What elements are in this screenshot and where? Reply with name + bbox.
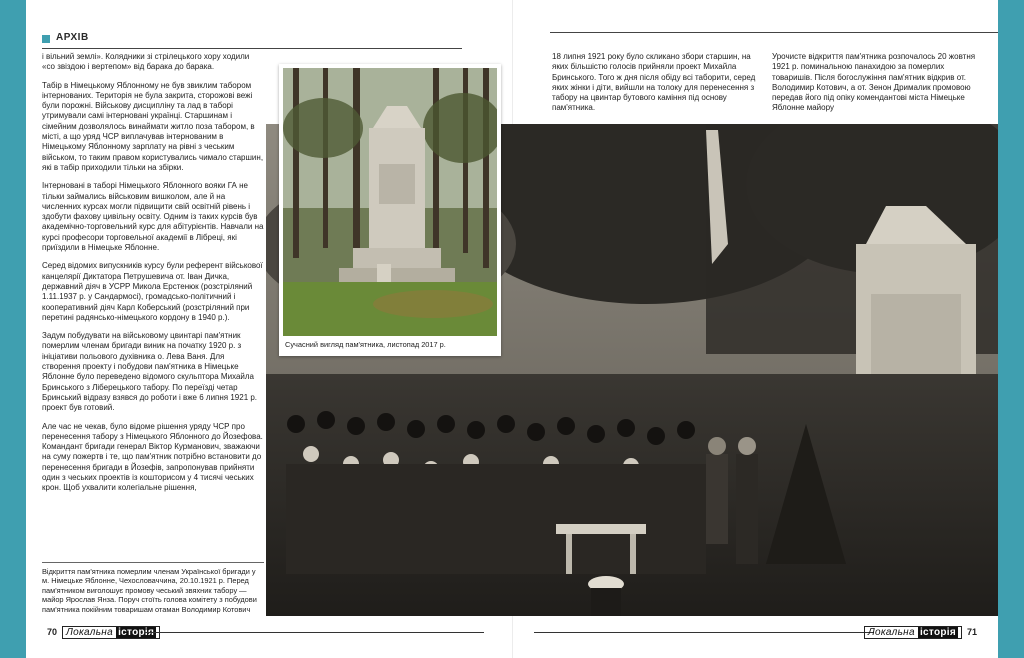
paragraph: Задум побудувати на військовому цвинтарі пам'ятник померлим членам бригади виник на початку 1920 р. з ініціативи польового духівника о. Лева Ваня. Для створення проекту і побудови пам'ятника в Німецьке Яблонне було переведено відомого скульптора Михайла Бринського з Ліберецького табору. По переїзді четар Бринський відразу взявся до роботи і вже 6 липня 1921 р. проект був готовий. — [42, 331, 258, 413]
section-square-icon — [42, 35, 50, 43]
page-number-left: 70 — [47, 627, 58, 637]
paragraph: Табір в Німецькому Яблонному не був звиклим табором інтернованих. Територія не була закрита, сторожові вежі були порожні. Військову дисципліну та лад в таборі утримували самі інтерновані українці. Старшинам і сімейним дозволялось винаймати житло поза табором, в місті, а що уряд ЧСР виплачував інтернованим в Німецькому Яблонному зарплату на рівні з чеським військом, то таким правом користувались чимало старшин, які в табір приходили тільки на збірки. — [42, 80, 264, 172]
left-page-edge-band — [0, 0, 26, 658]
right-page-edge-band — [998, 0, 1024, 658]
right-text-column-a — [552, 52, 762, 122]
paragraph: Урочисте відкриття пам'ятника розпочалось 20 жовтня 1921 р. поминальною панахидою за померлих товаришів. Після богослужіння пам'ятник відкрив от. Володимир Котович, а от. Зенон Дрималик промовою передав його під опіку комендантові міста Німецьке Яблонне майору — [772, 52, 976, 113]
page-number-right: 71 — [966, 627, 977, 637]
brand-logo-right — [864, 626, 962, 639]
brand-text-b: історія — [118, 626, 155, 638]
modern-photo-illustration — [283, 68, 497, 336]
paragraph: Інтерновані в таборі Німецького Яблонного вояки ГА не тільки займались військовим вишколом, але й на численних курсах могли підвищити свій освітній рівень і здобути фахову цивільну освіту. Одним із таких курсів був академічно-торговельний курс для абітурієнтів. Навчали на курсі професори торговельної академії в Лібреці, які приїздили в Німецьке Яблонне. — [42, 181, 264, 253]
footer-rule-right — [534, 632, 874, 633]
brand-text-b: історія — [919, 626, 956, 638]
footer-right — [864, 626, 982, 638]
footer-left — [42, 626, 160, 638]
section-label: АРХІВ — [56, 32, 89, 43]
brand-text-a: Локальна — [66, 626, 113, 638]
right-page-rule — [550, 32, 998, 33]
paragraph: Але час не чекав, було відоме рішення уряду ЧСР про перенесення табору з Німецького Яблонного до Йозефова. Командант бригади генерал Віктор Курманович, зважаючи на суму пожертв і те, що пам'ятник потрібно встановити до перенесення бригади в Йозефів, запропонував прийняти один з чеських проектів із кошторисом у 4 тисячі чеських крон. Щоб ухвалити колегіальне рішення, — [42, 421, 263, 493]
magazine-spread — [26, 0, 998, 658]
paragraph: Серед відомих випускників курсу були референт військової канцелярії Диктатора Петрушевича от. Іван Дичка, державний діяч в УСРР Микола Ерстенюк (розстріляний 1.11.1937 р. у Сандармосі), громадсько-політичний і кооперативний діяч Карл Коберський (розстріляний при перетині радянсько-німецького кордону в 1940 р.). — [42, 261, 263, 322]
paragraph: 18 липня 1921 року було скликано збори старшин, на яких більшістю голосів прийняли проект Михайла Бринського. Того ж дня після обіду всі таборити, серед яких жінки і діти, вийшли на толоку для перенесення з табору на цвинтар бутового каміння під основу пам'ятника. — [552, 52, 756, 113]
brand-text-a: Локальна — [867, 626, 915, 638]
modern-photo-image — [283, 68, 497, 336]
modern-monument-photo — [279, 64, 501, 356]
main-photo-caption: Відкриття пам'ятника померлим членам Української бригади у м. Німецьке Яблонне, Чехословаччина, 20.10.1921 р. Перед пам'ятником виголошує промову чеський звяхник табору — майор Ярослав Янза. Поруч стоїть голова комітету з побудови пам'ятника покійним товаришам отаман Володимир Котович — [42, 562, 264, 614]
right-text-column-b — [772, 52, 986, 122]
modern-photo-caption: Сучасний вигляд пам'ятника, листопад 2017 р. — [285, 340, 446, 349]
left-text-column — [42, 52, 264, 502]
section-header — [42, 32, 462, 49]
footer-rule-left — [144, 632, 484, 633]
paragraph: і вільний землі». Колядники зі стрілецького хору ходили «со звіздою і вертепом» від барака до барака. — [42, 52, 250, 72]
